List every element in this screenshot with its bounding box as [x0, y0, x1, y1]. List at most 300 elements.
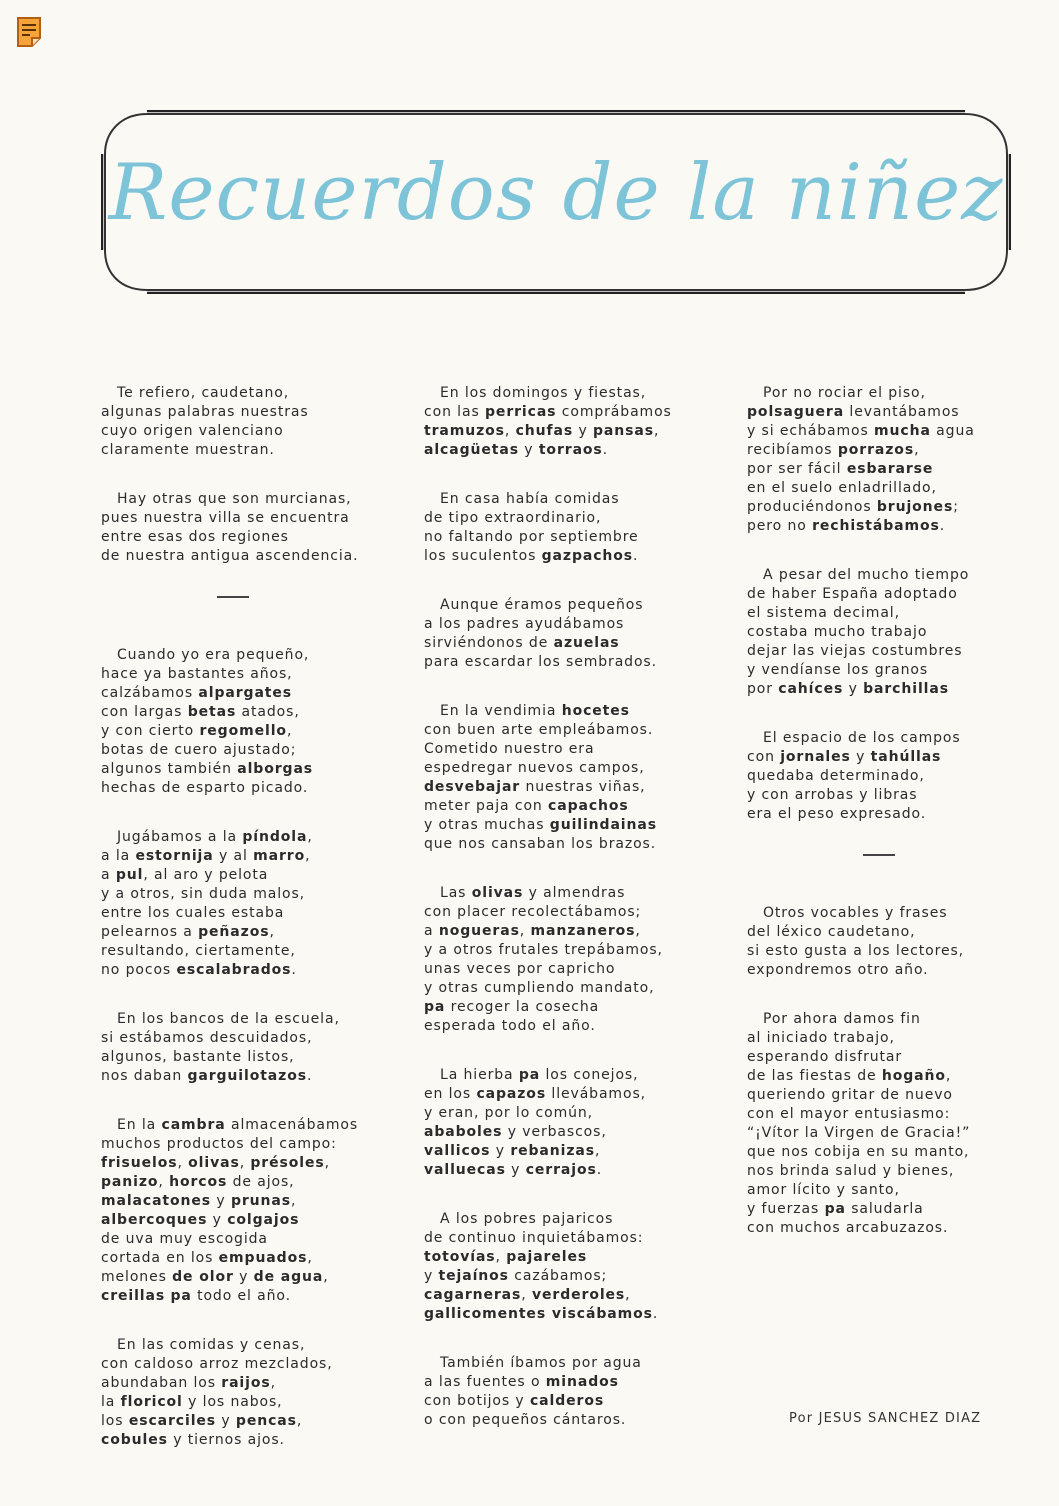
poem-line [424, 1248, 724, 1267]
line-text: El espacio de los campos [763, 730, 961, 746]
line-text: a los padres ayudábamos [424, 616, 625, 632]
line-text: Las [440, 885, 472, 901]
regional-word: empuados [218, 1249, 308, 1266]
regional-word: panizo [101, 1173, 159, 1190]
poem-line [424, 634, 724, 653]
regional-word: capachos [548, 798, 629, 814]
poem-line [424, 721, 724, 740]
line-text: algunos también [101, 760, 238, 777]
line-text: agua [930, 423, 975, 439]
poem-line [747, 642, 1032, 661]
line-text: melones [101, 1268, 173, 1285]
regional-word: marro [253, 847, 306, 864]
line-text: de ajos, [227, 1173, 295, 1190]
poem-line [747, 1143, 1032, 1162]
line-text: calzábamos [101, 684, 199, 701]
poem-line [101, 904, 401, 923]
poem-line [747, 805, 1032, 824]
poem-line [747, 680, 1032, 699]
line-text: hechas de esparto picado. [101, 779, 309, 796]
regional-word: rebanizas [510, 1143, 595, 1159]
line-text: cortada en los [101, 1249, 219, 1266]
line-text: . [306, 1067, 313, 1084]
line-text: , [914, 442, 920, 458]
regional-word: mucha [874, 423, 931, 439]
stanza [424, 1354, 724, 1430]
regional-word: pa [170, 1287, 192, 1304]
line-text: , [504, 423, 516, 439]
line-text: nos brinda salud y bienes, [747, 1162, 955, 1179]
regional-word: cobules [101, 1431, 168, 1448]
line-text: con buen arte empleábamos. [424, 722, 654, 738]
poem-line [101, 779, 401, 798]
stanza [424, 1066, 724, 1180]
poem-line [747, 961, 1032, 980]
regional-word: regomello [199, 722, 287, 739]
poem-column-3 [747, 384, 1032, 1268]
line-text: y [843, 681, 864, 697]
regional-word: valluecas [424, 1162, 506, 1178]
line-text: Jugábamos a la [117, 828, 243, 845]
stanza [101, 384, 401, 460]
poem-line [424, 797, 724, 816]
regional-word: manzaneros [530, 923, 636, 939]
regional-word: alborgas [237, 760, 314, 777]
line-text: los suculentos [424, 548, 542, 564]
line-text: hace ya bastantes años, [101, 665, 293, 682]
line-text: y [207, 1211, 228, 1228]
poem-line [101, 1029, 401, 1048]
line-text: cazábamos; [508, 1268, 608, 1284]
poem-line [424, 596, 724, 615]
poem-line [101, 1192, 401, 1211]
poem-line [747, 460, 1032, 479]
line-text: y almendras [523, 885, 626, 901]
poem-line [424, 384, 724, 403]
line-text: esperada todo el año. [424, 1018, 596, 1034]
poem-line [747, 604, 1032, 623]
line-text: entre los cuales estaba [101, 904, 285, 921]
poem-line [747, 1105, 1032, 1124]
poem-line [747, 786, 1032, 805]
poem-line [424, 1229, 724, 1248]
line-text: muchos productos del campo: [101, 1135, 337, 1152]
line-text: , [625, 1287, 631, 1303]
line-text: con las [424, 404, 485, 420]
line-text: de uva muy escogida [101, 1230, 268, 1247]
regional-word: chufas [515, 423, 574, 439]
regional-word: guilindainas [549, 817, 657, 833]
poem-line [424, 979, 724, 998]
regional-word: peñazos [198, 923, 270, 940]
poem-column-2 [424, 384, 724, 1460]
line-text: algunas palabras nuestras [101, 404, 309, 420]
regional-word: escalabrados [176, 961, 292, 978]
poem-line [101, 961, 401, 980]
line-text: y otras muchas [424, 817, 550, 833]
poem-line [747, 623, 1032, 642]
line-text: Hay otras que son murcianas, [117, 491, 352, 507]
poem-line [424, 1286, 724, 1305]
regional-word: jornales [780, 749, 851, 765]
line-text: expondremos otro año. [747, 961, 929, 978]
line-text: saludarla [845, 1200, 924, 1217]
poem-line [101, 1249, 401, 1268]
line-text: algunos, bastante listos, [101, 1048, 295, 1065]
poem-column-1 [101, 384, 401, 1480]
regional-word: tahúllas [870, 749, 942, 765]
line-text: el sistema decimal, [747, 605, 900, 621]
line-text: , [521, 1287, 532, 1303]
poem-line [424, 998, 724, 1017]
line-text: En los domingos y fiestas, [440, 385, 647, 401]
poem-line [424, 1411, 724, 1430]
line-text: , [177, 1154, 189, 1171]
regional-word: rechistábamos [812, 518, 940, 534]
line-text: , [495, 1249, 507, 1265]
poem-line [101, 1173, 401, 1192]
line-text: no pocos [101, 961, 177, 978]
line-text: . [633, 548, 639, 564]
poem-line [747, 422, 1032, 441]
line-text: quedaba determinado, [747, 768, 925, 784]
poem-line [424, 941, 724, 960]
line-text: era el peso expresado. [747, 806, 927, 822]
regional-word: desvebajar [424, 779, 521, 795]
line-text: cuyo origen valenciano [101, 423, 284, 439]
line-text: A pesar del mucho tiempo [763, 567, 970, 583]
poem-line [101, 1067, 401, 1086]
line-text: , [239, 1154, 251, 1171]
regional-word: cahíces [778, 681, 844, 697]
poem-line [101, 422, 401, 441]
line-text: y vendíanse los granos [747, 662, 929, 678]
poem-line [101, 1211, 401, 1230]
regional-word: calderos [529, 1393, 605, 1409]
stanza [747, 566, 1032, 699]
poem-line [101, 384, 401, 403]
regional-word: de olor [172, 1268, 234, 1285]
line-text: levantábamos [844, 404, 960, 420]
poem-line [424, 653, 724, 672]
poem-line [747, 441, 1032, 460]
line-text: y al [213, 847, 254, 864]
regional-word: présoles [250, 1154, 325, 1171]
poem-line [424, 1161, 724, 1180]
stanza [424, 702, 724, 854]
line-text: La hierba [440, 1067, 519, 1083]
regional-word: olivas [471, 885, 524, 901]
regional-word: azuelas [553, 635, 620, 651]
line-text: y [211, 1192, 231, 1209]
poem-line [747, 566, 1032, 585]
regional-word: cambra [161, 1116, 226, 1133]
poem-line [424, 740, 724, 759]
regional-word: betas [187, 703, 237, 720]
line-text: , [307, 828, 313, 845]
line-text: con muchos arcabuzazos. [747, 1219, 949, 1236]
line-text: en el suelo enladrillado, [747, 480, 937, 496]
poem-line [424, 1066, 724, 1085]
line-text: a [424, 923, 439, 939]
line-text: pues nuestra villa se encuentra [101, 510, 350, 526]
line-text: espedregar nuevos campos, [424, 760, 645, 776]
poem-line [747, 517, 1032, 536]
line-text: , al aro y pelota [143, 866, 269, 883]
line-text: recibíamos [747, 442, 838, 458]
regional-word: raijos [221, 1374, 271, 1391]
line-text: botas de cuero ajustado; [101, 741, 297, 758]
poem-line [101, 1431, 401, 1450]
poem-line [424, 1305, 724, 1324]
line-text: En la [117, 1116, 162, 1133]
poem-line [747, 1010, 1032, 1029]
line-text: llevábamos, [546, 1086, 646, 1102]
regional-word: pa [424, 999, 446, 1015]
poem-line [747, 748, 1032, 767]
poem-line [101, 1135, 401, 1154]
poem-line [424, 1104, 724, 1123]
line-text: de las fiestas de [747, 1067, 882, 1084]
line-text: claramente muestran. [101, 442, 275, 458]
poem-line [101, 741, 401, 760]
stanza [747, 1010, 1032, 1238]
stanza [101, 828, 401, 980]
line-text: Por ahora damos fin [763, 1010, 921, 1027]
regional-word: totovías [424, 1249, 496, 1265]
poem-line [424, 1267, 724, 1286]
regional-word: gallicomentes viscábamos [424, 1306, 653, 1322]
poem-line [747, 1219, 1032, 1238]
poem-line [101, 1268, 401, 1287]
stanza [424, 596, 724, 672]
regional-word: prunas [230, 1192, 291, 1209]
line-text: Aunque éramos pequeños [440, 597, 644, 613]
regional-word: brujones [876, 499, 954, 515]
poem-line [101, 1230, 401, 1249]
author-byline: Por JESUS SANCHEZ DIAZ [789, 1411, 982, 1426]
poem-line [424, 816, 724, 835]
line-text: Por no rociar el piso, [763, 385, 926, 401]
regional-word: de agua [253, 1268, 324, 1285]
poem-line [424, 403, 724, 422]
poem-line [747, 1086, 1032, 1105]
line-text: a la [101, 847, 136, 864]
line-text: y si echábamos [747, 423, 875, 439]
stanza [101, 1336, 401, 1450]
poem-line [424, 759, 724, 778]
stanza [101, 1116, 401, 1306]
line-text: , [653, 423, 660, 439]
poem-line [424, 422, 724, 441]
line-text: en los [424, 1086, 477, 1102]
line-text: pelearnos a [101, 923, 199, 940]
poem-line [101, 942, 401, 961]
line-text: . [291, 961, 297, 978]
line-text: y [518, 442, 539, 458]
regional-word: floricol [120, 1393, 183, 1410]
stanza [424, 490, 724, 566]
poem-line [424, 922, 724, 941]
regional-word: pansas [593, 423, 654, 439]
line-text: si esto gusta a los lectores, [747, 942, 965, 959]
line-text: , [324, 1154, 330, 1171]
poem-line [101, 1287, 401, 1306]
line-text: sirviéndonos de [424, 635, 554, 651]
poem-line [747, 1048, 1032, 1067]
poem-line [101, 403, 401, 422]
regional-word: minados [545, 1374, 619, 1390]
regional-word: colgajos [227, 1211, 300, 1228]
line-text: pero no [747, 518, 813, 534]
poem-line [747, 585, 1032, 604]
poem-line [101, 1010, 401, 1029]
poem-line [747, 767, 1032, 786]
poem-line [101, 490, 401, 509]
stanza [101, 1010, 401, 1086]
line-text: En casa había comidas [440, 491, 620, 507]
poem-line [424, 960, 724, 979]
line-text: o con pequeños cántaros. [424, 1412, 627, 1428]
regional-word: cagarneras [424, 1287, 522, 1303]
regional-word: hocetes [561, 703, 630, 719]
line-text: y tiernos ajos. [167, 1431, 285, 1448]
document-note-icon[interactable] [16, 16, 42, 48]
line-text: meter paja con [424, 798, 549, 814]
stanza [424, 384, 724, 460]
regional-word: alcagüetas [424, 442, 519, 458]
poem-line [424, 903, 724, 922]
regional-word: ababoles [424, 1124, 503, 1140]
line-text: , [307, 1249, 313, 1266]
poem-line [424, 509, 724, 528]
stanza [747, 904, 1032, 980]
line-text: queriendo gritar de nuevo [747, 1086, 953, 1103]
line-text: nos daban [101, 1067, 188, 1084]
line-text: que nos cobija en su manto, [747, 1143, 970, 1160]
regional-word: pencas [235, 1412, 297, 1429]
poem-line [424, 615, 724, 634]
line-text: y [850, 749, 871, 765]
poem-line [747, 729, 1032, 748]
poem-line [747, 923, 1032, 942]
line-text: unas veces por capricho [424, 961, 616, 977]
poem-line [747, 498, 1032, 517]
regional-word: hogaño [881, 1067, 946, 1084]
poem-line [747, 1181, 1032, 1200]
regional-word: vallicos [424, 1143, 491, 1159]
line-text: amor lícito y santo, [747, 1181, 900, 1198]
line-text: ; [953, 499, 959, 515]
poem-line [747, 1124, 1032, 1143]
line-text: para escardar los sembrados. [424, 654, 657, 670]
line-text: y los nabos, [182, 1393, 283, 1410]
regional-word: pul [115, 866, 144, 883]
poem-line [424, 1354, 724, 1373]
regional-word: nogueras [438, 923, 520, 939]
line-text: con caldoso arroz mezclados, [101, 1355, 333, 1372]
regional-word: perricas [485, 404, 557, 420]
regional-word: horcos [169, 1173, 228, 1190]
line-text: que nos cansaban los brazos. [424, 836, 657, 852]
line-text: , [519, 923, 531, 939]
line-text: de tipo extraordinario, [424, 510, 602, 526]
poem-line [101, 828, 401, 847]
line-text: , [286, 722, 293, 739]
line-text: Cometido nuestro era [424, 741, 595, 757]
line-text: y [216, 1412, 236, 1429]
poem-line [747, 479, 1032, 498]
poem-line [101, 1154, 401, 1173]
poem-line [747, 904, 1032, 923]
line-text: abundaban los [101, 1374, 222, 1391]
section-divider [217, 596, 249, 598]
poem-line [747, 942, 1032, 961]
stanza [101, 490, 401, 566]
line-text: , [945, 1067, 952, 1084]
poem-line [424, 547, 724, 566]
line-text: . [939, 518, 946, 534]
line-text: entre esas dos regiones [101, 529, 289, 545]
poem-line [101, 1393, 401, 1412]
regional-word: porrazos [837, 442, 915, 458]
line-text: y con cierto [101, 722, 200, 739]
regional-word: gazpachos [541, 548, 634, 564]
poem-line [101, 547, 401, 566]
line-text: , [290, 1192, 297, 1209]
poem-line [101, 1355, 401, 1374]
regional-word: tejaínos [438, 1268, 509, 1284]
line-text: . [602, 442, 609, 458]
poem-line [101, 923, 401, 942]
poem-line [101, 665, 401, 684]
poem-line [101, 885, 401, 904]
line-text: con botijos y [424, 1393, 530, 1409]
poem-line [747, 1162, 1032, 1181]
poem-line [424, 1123, 724, 1142]
poem-line [101, 722, 401, 741]
regional-word: frisuelos [101, 1154, 178, 1171]
line-text: y a otros, sin duda malos, [101, 885, 306, 902]
poem-line [101, 646, 401, 665]
poem-line [101, 1048, 401, 1067]
poem-line [101, 847, 401, 866]
stanza [424, 1210, 724, 1324]
line-text: y fuerzas [747, 1200, 825, 1217]
stanza [424, 884, 724, 1036]
line-text: y a otros frutales trepábamos, [424, 942, 663, 958]
regional-word: píndola [242, 828, 308, 845]
regional-word: garguilotazos [187, 1067, 307, 1084]
poem-line [424, 528, 724, 547]
line-text: a [101, 866, 116, 883]
regional-word: capazos [476, 1086, 547, 1102]
poem-line [424, 1085, 724, 1104]
regional-word: escarciles [128, 1412, 217, 1429]
line-text: de nuestra antigua ascendencia. [101, 548, 359, 564]
poem-line [747, 1200, 1032, 1219]
poem-line [101, 441, 401, 460]
regional-word: albercoques [101, 1211, 208, 1228]
poem-line [424, 778, 724, 797]
poem-line [424, 1373, 724, 1392]
regional-word: creillas [101, 1287, 166, 1304]
line-text: y otras cumpliendo mandato, [424, 980, 655, 996]
line-text: con el mayor entusiasmo: [747, 1105, 951, 1122]
regional-word: alpargates [198, 684, 293, 701]
regional-word: pajareles [506, 1249, 588, 1265]
poem-line [101, 866, 401, 885]
